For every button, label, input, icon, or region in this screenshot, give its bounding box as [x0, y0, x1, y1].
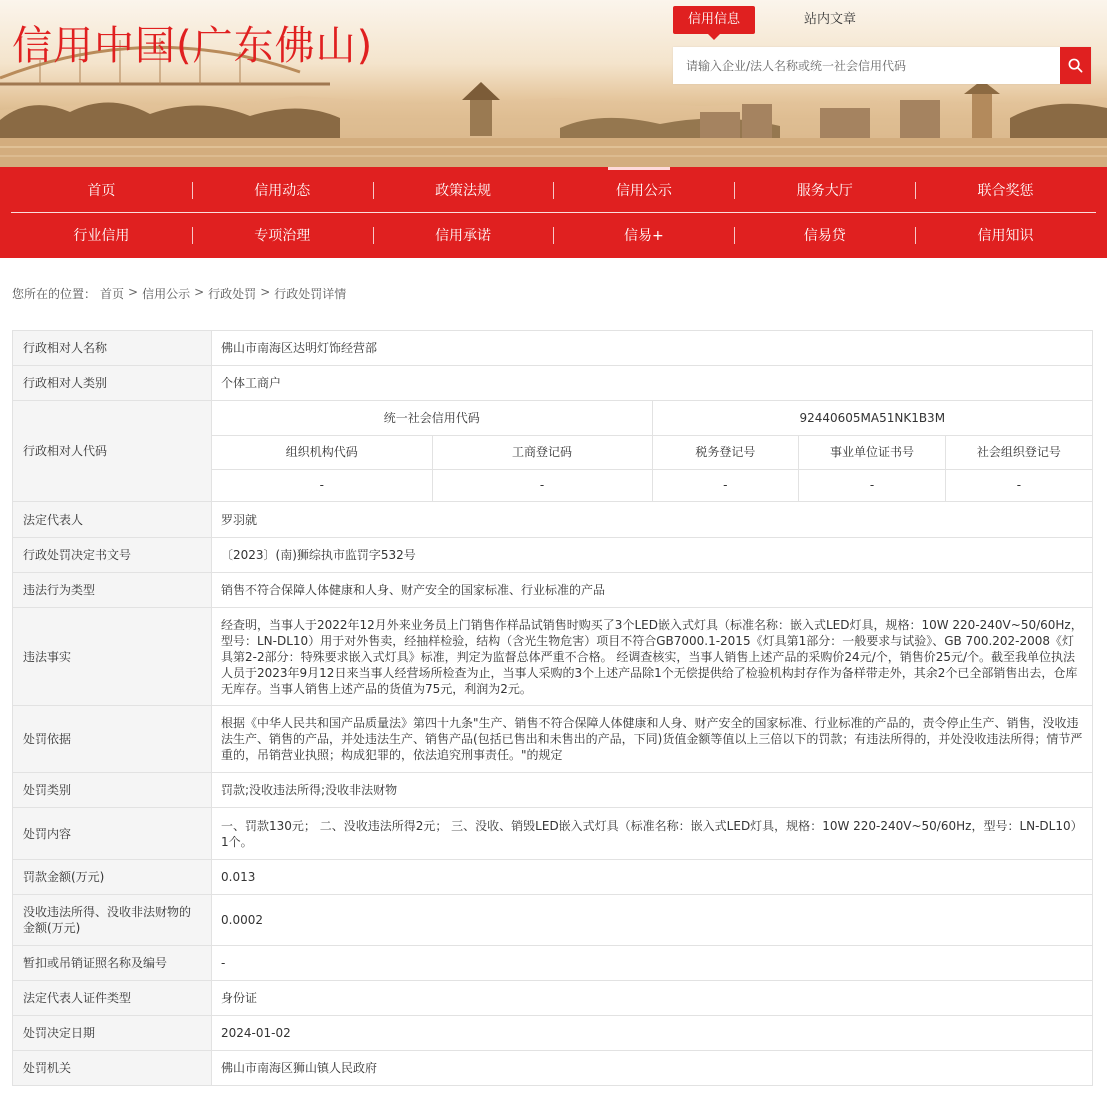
code-value: - — [799, 469, 946, 501]
code-header: 工商登记码 — [432, 435, 652, 469]
search-icon — [1068, 58, 1083, 73]
value-rep-id-type: 身份证 — [212, 981, 1093, 1016]
nav-item-xinyi-plus[interactable]: 信易+ — [553, 225, 734, 245]
site-title: 信用中国(广东佛山) — [12, 23, 374, 69]
code-header: 社会组织登记号 — [945, 435, 1092, 469]
nav-item-credit-publicity[interactable]: 信用公示 — [553, 180, 734, 200]
uscc-row — [212, 401, 1092, 435]
code-header: 组织机构代码 — [212, 435, 432, 469]
label-rep-id-type: 法定代表人证件类型 — [13, 981, 212, 1016]
label-violation-type: 违法行为类型 — [13, 573, 212, 608]
nav-item-joint-rewards[interactable]: 联合奖惩 — [915, 180, 1096, 200]
value-penalty-type: 罚款;没收违法所得;没收非法财物 — [212, 773, 1093, 808]
nav-item-service-hall[interactable]: 服务大厅 — [734, 180, 915, 200]
code-value: - — [1016, 478, 1022, 493]
search-input[interactable] — [673, 47, 1060, 84]
value-facts: 经查明，当事人于2022年12月外来业务员上门销售作样品试销售时购买了3个LED嵌入式灯具（标准名称：嵌入式LED灯具，规格：10W 220-240V~50/60Hz，型号：LN-DL10）用于对外售卖，经抽样检验，结构（含光生物危害）项目不符合GB7000.1-2015《灯具第1部分：一般要求与试验》、GB 700.202-2008《灯具第2-2部分：特殊要求嵌入式灯具》标准，判定为监督总体严重不合格。 经调查核实，当事人销售上述产品的采购价24元/个，销售价25元/个。截至我单位执法人员于2023年9月12日来当事人经营场所检查为止，当事人采购的3个上述产品除1个无偿提供给了检验机构封存作为备样带走外，其余2个已全部销售出去，仓库无库存。当事人销售上述产品的货值为75元，利润为2元。 — [212, 608, 1093, 706]
breadcrumb — [12, 285, 346, 302]
row-basis — [13, 706, 1093, 773]
label-codes: 行政相对人代码 — [13, 401, 212, 502]
label-basis: 处罚依据 — [13, 706, 212, 773]
row-penalty-content — [13, 808, 1093, 860]
code-header: 事业单位证书号 — [799, 435, 946, 469]
search-box — [673, 47, 1091, 84]
code-value: - — [212, 469, 432, 501]
value-legal-rep: 罗羽就 — [212, 502, 1093, 538]
label-decision-date: 处罚决定日期 — [13, 1016, 212, 1051]
label-penalty-content: 处罚内容 — [13, 808, 212, 860]
label-penalty-type: 处罚类别 — [13, 773, 212, 808]
active-nav-indicator — [608, 167, 670, 170]
code-header: 税务登记号 — [652, 435, 799, 469]
breadcrumb-home[interactable]: 首页 — [100, 287, 125, 301]
value-name: 佛山市南海区达明灯饰经营部 — [212, 331, 1093, 366]
tab-site-articles[interactable]: 站内文章 — [804, 12, 857, 27]
label-legal-rep: 法定代表人 — [13, 502, 212, 538]
header-tabs — [673, 6, 871, 34]
nav-row-1 — [0, 167, 1107, 212]
row-authority — [13, 1051, 1093, 1086]
nav-item-policy[interactable]: 政策法规 — [373, 180, 554, 200]
breadcrumb-separator: > — [260, 285, 271, 299]
label-doc-no: 行政处罚决定书文号 — [13, 538, 212, 573]
value-violation-type: 销售不符合保障人体健康和人身、财产安全的国家标准、行业标准的产品 — [212, 573, 1093, 608]
breadcrumb-current: 行政处罚详情 — [274, 287, 347, 301]
main-nav — [0, 167, 1107, 258]
code-value: - — [432, 469, 652, 501]
uscc-label: 统一社会信用代码 — [212, 401, 652, 435]
code-values-row — [212, 469, 1092, 501]
breadcrumb-prefix: 您所在的位置： — [12, 287, 97, 301]
row-rep-id-type — [13, 981, 1093, 1016]
nav-item-industry-credit[interactable]: 行业信用 — [73, 228, 130, 244]
nav-item-credit-news[interactable]: 信用动态 — [192, 180, 373, 200]
row-doc-no — [13, 538, 1093, 573]
nav-row-2 — [11, 212, 1096, 257]
nav-item-credit-knowledge[interactable]: 信用知识 — [915, 225, 1096, 245]
row-confiscation — [13, 895, 1093, 946]
nav-item-special-governance[interactable]: 专项治理 — [192, 225, 373, 245]
value-authority: 佛山市南海区狮山镇人民政府 — [212, 1051, 1093, 1086]
breadcrumb-separator: > — [194, 285, 205, 299]
code-headers-row — [212, 435, 1092, 469]
value-license: - — [212, 946, 1093, 981]
row-fine — [13, 860, 1093, 895]
breadcrumb-admin-penalty[interactable]: 行政处罚 — [208, 287, 257, 301]
search-button[interactable] — [1060, 47, 1091, 84]
label-category: 行政相对人类别 — [13, 366, 212, 401]
codes-grid — [212, 401, 1092, 501]
nav-item-home[interactable]: 首页 — [87, 182, 116, 199]
row-license — [13, 946, 1093, 981]
row-legal-rep — [13, 502, 1093, 538]
penalty-detail-table — [12, 330, 1093, 1086]
value-penalty-content: 一、罚款130元； 二、没收违法所得2元； 三、没收、销毁LED嵌入式灯具（标准名称：嵌入式LED灯具，规格：10W 220-240V~50/60Hz，型号：LN-DL10）1个。 — [212, 808, 1093, 860]
label-facts: 违法事实 — [13, 608, 212, 706]
label-fine: 罚款金额(万元) — [13, 860, 212, 895]
row-name — [13, 331, 1093, 366]
row-category — [13, 366, 1093, 401]
row-facts — [13, 608, 1093, 706]
label-confiscation: 没收违法所得、没收非法财物的金额(万元) — [13, 895, 212, 946]
row-decision-date — [13, 1016, 1093, 1051]
row-penalty-type — [13, 773, 1093, 808]
value-confiscation: 0.0002 — [212, 895, 1093, 946]
value-decision-date: 2024-01-02 — [212, 1016, 1093, 1051]
value-category: 个体工商户 — [212, 366, 1093, 401]
value-fine: 0.013 — [212, 860, 1093, 895]
label-license: 暂扣或吊销证照名称及编号 — [13, 946, 212, 981]
breadcrumb-credit-publicity[interactable]: 信用公示 — [142, 287, 191, 301]
codes-cell — [212, 401, 1093, 502]
breadcrumb-separator: > — [128, 285, 139, 299]
nav-item-xinyi-loan[interactable]: 信易贷 — [734, 225, 915, 245]
nav-item-credit-commitment[interactable]: 信用承诺 — [373, 225, 554, 245]
tab-credit-info[interactable]: 信用信息 — [673, 6, 755, 34]
row-violation-type — [13, 573, 1093, 608]
uscc-value: 92440605MA51NK1B3M — [652, 401, 1092, 435]
label-name: 行政相对人名称 — [13, 331, 212, 366]
value-basis: 根据《中华人民共和国产品质量法》第四十九条"生产、销售不符合保障人体健康和人身、财产安全的国家标准、行业标准的产品的，责令停止生产、销售，没收违法生产、销售的产品，并处违法生产、销售产品(包括已售出和未售出的产品，下同)货值金额等值以上三倍以下的罚款；有违法所得的，并处没收违法所得；情节严重的，吊销营业执照；构成犯罪的，依法追究刑事责任。"的规定 — [212, 706, 1093, 773]
header-banner — [0, 0, 1107, 167]
row-codes — [13, 401, 1093, 502]
value-doc-no: 〔2023〕(南)狮综执市监罚字532号 — [212, 538, 1093, 573]
code-value: - — [652, 469, 799, 501]
label-authority: 处罚机关 — [13, 1051, 212, 1086]
